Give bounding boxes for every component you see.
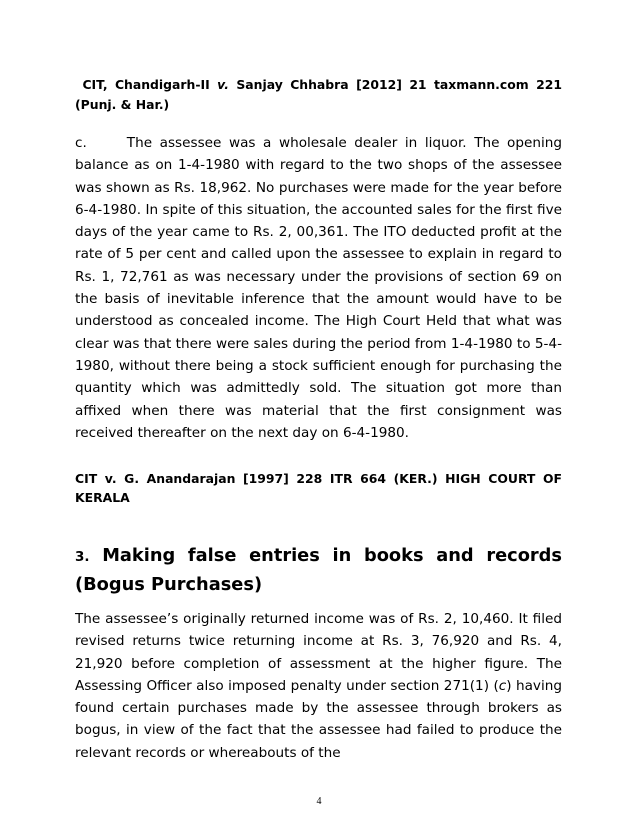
paragraph-c-text: The assessee was a wholesale dealer in liquor. The opening balance as on 1-4-1980 with regard to the two shops of the assessee was shown as Rs. 18,962. No purchases were made for the year before 6-4-1980. In spite of this situation, the accounted sales for the first five days of the year came to Rs. 2, 00,361. The ITO deducted profit at the rate of 5 per cent and called upon the assessee to explain in regard to Rs. 1, 72,761 as was necessary under the provisions of section 69 on the basis of inevitable inference that the amount would have to be understood as concealed income. The High Court Held that what was clear was that there were sales during the period from 1-4-1980 to 5-4-1980, without there being a stock sufficient enough for purchasing the quantity which was admittedly sold. The situation got more than affixed when there was material that the first consignment was received thereafter on the next day on 6-4-1980.: [75, 135, 562, 441]
paragraph-3-part2: ) having found certain purchases made by the assessee through brokers as bogus, in view of the fact that the assessee had failed to produce the relevant records or whereabouts of the: [75, 677, 562, 761]
paragraph-section-3: [75, 608, 562, 764]
page-number: 4: [316, 796, 322, 807]
paragraph-marker: c.: [75, 135, 87, 151]
citation-rest: Sanjay Chhabra [2012] 21 taxmann.com 221 (Punj. & Har.): [75, 77, 562, 112]
paragraph-c: [75, 132, 562, 444]
paragraph-3-part1: The assessee’s originally returned income was of Rs. 2, 10,460. It filed revised returns twice returning income at Rs. 3, 76,920 and Rs. 4, 21,920 before completion of assessment at the higher figure. The Assessing Officer also imposed penalty under section 271(1) (: [75, 611, 562, 694]
citation-versus: v.: [217, 77, 229, 92]
section-number: 3.: [75, 549, 90, 565]
case-citation-chhabra: [75, 75, 562, 115]
section-heading-3: [75, 542, 562, 599]
section-title: Making false entries in books and records (Bogus Purchases): [75, 545, 562, 595]
citation-case-name: CIT, Chandigarh-II: [82, 77, 210, 92]
paragraph-3-italic-clause: c: [498, 677, 507, 694]
case-citation-anandarajan: CIT v. G. Anandarajan [1997] 228 ITR 664 (KER.) HIGH COURT OF KERALA: [75, 471, 562, 505]
